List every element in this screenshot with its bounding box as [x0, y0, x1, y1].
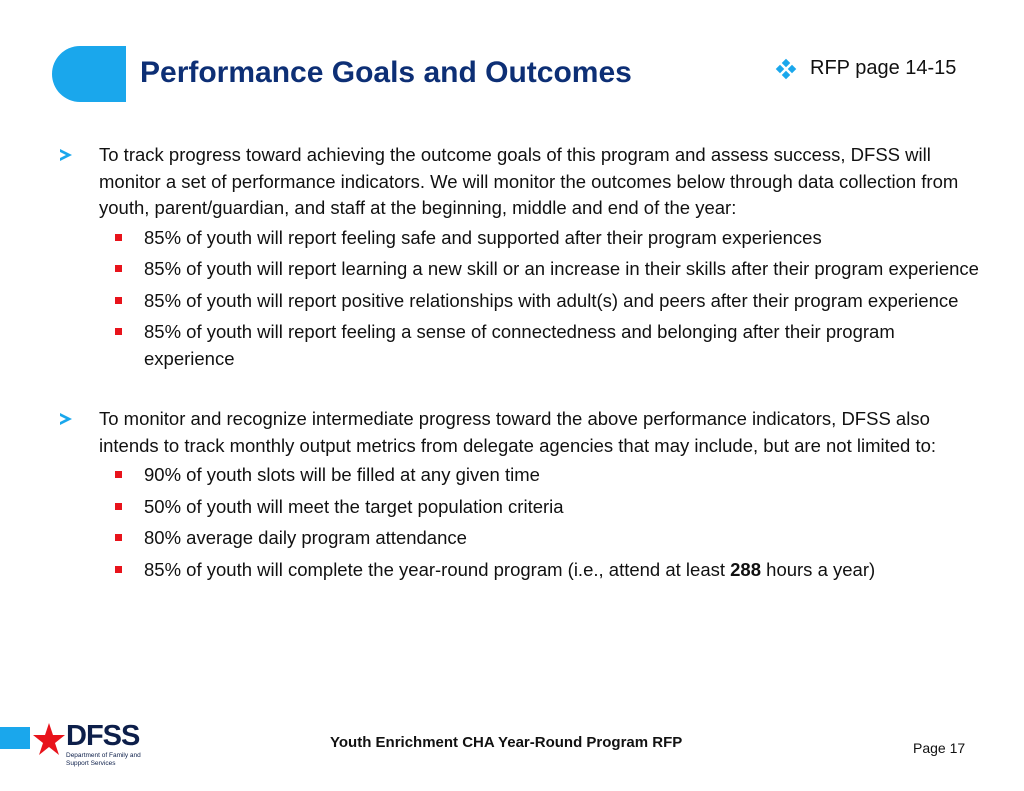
list-item: 50% of youth will meet the target population criteria	[99, 494, 980, 521]
page-title: Performance Goals and Outcomes	[140, 56, 632, 89]
header-accent-tab	[52, 46, 126, 102]
square-bullet-icon	[115, 297, 122, 304]
square-bullet-icon	[115, 503, 122, 510]
outcomes-list	[99, 225, 980, 373]
list-item: 85% of youth will report positive relationships with adult(s) and peers after their program experience	[99, 288, 980, 315]
slide-content	[60, 142, 980, 583]
arrow-bullet-icon	[60, 413, 72, 425]
list-item: 85% of youth will complete the year-round program (i.e., attend at least 288 hours a year)	[99, 557, 980, 584]
star-icon	[32, 721, 66, 761]
square-bullet-icon	[115, 566, 122, 573]
list-item: 90% of youth slots will be filled at any given time	[99, 462, 980, 489]
diamond-bullet-icon	[776, 59, 796, 79]
logo-subtitle: Department of Family and Support Services	[66, 752, 141, 767]
list-item: 85% of youth will report feeling a sense of connectedness and belonging after their program experience	[99, 319, 980, 372]
rfp-reference	[776, 57, 956, 80]
square-bullet-icon	[115, 328, 122, 335]
list-item: 85% of youth will report feeling safe and supported after their program experiences	[99, 225, 980, 252]
metrics-section	[60, 406, 980, 583]
footer-title: Youth Enrichment CHA Year-Round Program RFP	[330, 734, 683, 751]
rfp-reference-label: RFP page 14-15	[810, 57, 957, 79]
list-item: 85% of youth will report learning a new skill or an increase in their skills after their program experience	[99, 256, 980, 283]
outcomes-section	[60, 142, 980, 372]
square-bullet-icon	[115, 234, 122, 241]
footer-accent-bar	[0, 727, 30, 749]
arrow-bullet-icon	[60, 149, 72, 161]
list-item: 80% average daily program attendance	[99, 525, 980, 552]
dfss-logo	[30, 719, 140, 769]
square-bullet-icon	[115, 471, 122, 478]
square-bullet-icon	[115, 265, 122, 272]
section-intro: To track progress toward achieving the outcome goals of this program and assess success, DFSS will monitor a set of performance indicators. We will monitor the outcomes below through data collection from youth, parent/guardian, and staff at the beginning, middle and end of the year:	[99, 144, 959, 218]
metrics-list	[99, 462, 980, 583]
square-bullet-icon	[115, 534, 122, 541]
section-intro: To monitor and recognize intermediate progress toward the above performance indicators, DFSS also intends to track monthly output metrics from delegate agencies that may include, but are not limited to:	[99, 408, 937, 456]
page-number: Page 17	[913, 740, 966, 756]
logo-wordmark: DFSS	[66, 720, 140, 752]
bold-hours-value: 288	[730, 558, 762, 580]
